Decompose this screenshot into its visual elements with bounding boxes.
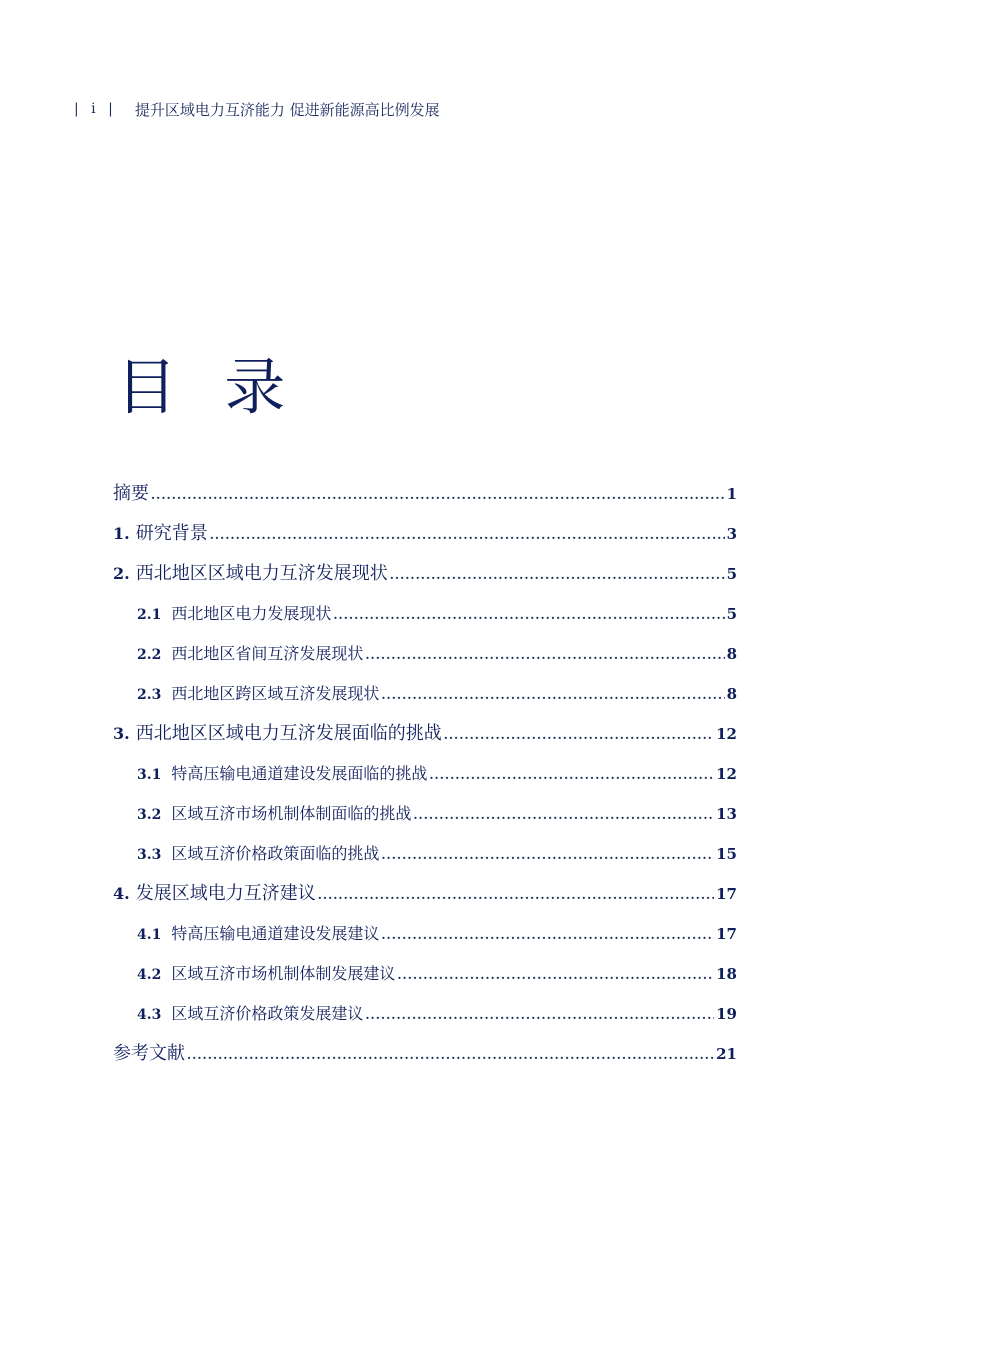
toc-entry-2-1[interactable] bbox=[113, 594, 737, 634]
toc-entry-title: 西北地区跨区域互济发展现状 bbox=[171, 684, 380, 703]
toc-entry-2-3[interactable] bbox=[113, 674, 737, 714]
toc-dot-leader bbox=[210, 515, 725, 555]
toc-dot-leader bbox=[413, 795, 714, 835]
toc-title: 目 录 bbox=[116, 352, 300, 423]
toc-dot-leader bbox=[333, 595, 724, 635]
toc-entry-title: 参考文献 bbox=[113, 1043, 185, 1064]
toc-dot-leader bbox=[151, 475, 725, 515]
toc-page-number: 17 bbox=[716, 925, 737, 943]
toc-entry-title: 研究背景 bbox=[135, 523, 208, 544]
toc-section-number: 2.1 bbox=[137, 607, 162, 623]
toc-section-number: 3. bbox=[113, 724, 130, 743]
toc-entry-2[interactable] bbox=[113, 554, 737, 594]
toc-dot-leader bbox=[429, 755, 714, 795]
toc-page-number: 5 bbox=[726, 565, 737, 583]
toc-entry-title: 区域互济价格政策发展建议 bbox=[171, 1004, 364, 1023]
toc-entry-1[interactable] bbox=[113, 514, 737, 554]
toc-section-number: 1. bbox=[113, 524, 130, 543]
toc-entry-title: 发展区域电力互济建议 bbox=[135, 883, 316, 904]
toc-dot-leader bbox=[397, 955, 714, 995]
toc-entry-3-2[interactable] bbox=[113, 794, 737, 834]
toc-page-number: 12 bbox=[716, 725, 737, 743]
toc-section-number: 3.3 bbox=[137, 847, 162, 863]
toc-section-number: 2. bbox=[113, 564, 130, 583]
toc-section-number: 2.2 bbox=[137, 647, 162, 663]
toc-page-number: 13 bbox=[716, 805, 737, 823]
toc-section-number: 4.3 bbox=[137, 1007, 162, 1023]
toc-dot-leader bbox=[390, 555, 725, 595]
toc-page-number: 1 bbox=[726, 485, 737, 503]
toc-entry-4-1[interactable] bbox=[113, 914, 737, 954]
toc-section-number: 4.2 bbox=[137, 967, 162, 983]
toc-page-number: 8 bbox=[726, 685, 737, 703]
toc-entry-title: 摘要 bbox=[113, 483, 149, 504]
toc-page-number: 8 bbox=[726, 645, 737, 663]
toc-page-number: 12 bbox=[716, 765, 737, 783]
toc-dot-leader bbox=[365, 995, 714, 1035]
toc-dot-leader bbox=[381, 675, 724, 715]
toc-page-number: 18 bbox=[716, 965, 737, 983]
toc-page-number: 19 bbox=[716, 1005, 737, 1023]
toc-section-number: 2.3 bbox=[137, 687, 162, 703]
toc-entry-references[interactable] bbox=[113, 1034, 737, 1074]
toc-entry-title: 区域互济市场机制体制发展建议 bbox=[171, 964, 396, 983]
toc-dot-leader bbox=[381, 835, 714, 875]
toc-entry-title: 特高压输电通道建设发展面临的挑战 bbox=[171, 764, 428, 783]
table-of-contents bbox=[113, 474, 737, 1074]
toc-entry-title: 特高压输电通道建设发展建议 bbox=[171, 924, 380, 943]
toc-entry-title: 区域互济市场机制体制面临的挑战 bbox=[171, 804, 412, 823]
toc-entry-3-1[interactable] bbox=[113, 754, 737, 794]
toc-section-number: 4.1 bbox=[137, 927, 162, 943]
toc-page-number: 17 bbox=[716, 885, 737, 903]
toc-section-number: 3.1 bbox=[137, 767, 162, 783]
toc-dot-leader bbox=[318, 875, 714, 915]
toc-entry-title: 区域互济价格政策面临的挑战 bbox=[171, 844, 380, 863]
toc-page-number: 21 bbox=[716, 1045, 737, 1063]
toc-dot-leader bbox=[187, 1035, 714, 1075]
toc-page-number: 3 bbox=[726, 525, 737, 543]
toc-page-number: 15 bbox=[716, 845, 737, 863]
toc-entry-4-2[interactable] bbox=[113, 954, 737, 994]
toc-entry-2-2[interactable] bbox=[113, 634, 737, 674]
toc-page-number: 5 bbox=[726, 605, 737, 623]
toc-entry-title: 西北地区区域电力互济发展面临的挑战 bbox=[135, 723, 442, 744]
toc-entry-3-3[interactable] bbox=[113, 834, 737, 874]
toc-entry-abstract[interactable] bbox=[113, 474, 737, 514]
toc-dot-leader bbox=[444, 715, 714, 755]
running-header bbox=[74, 99, 440, 119]
toc-entry-4[interactable] bbox=[113, 874, 737, 914]
toc-section-number: 4. bbox=[113, 884, 130, 903]
toc-entry-4-3[interactable] bbox=[113, 994, 737, 1034]
page-number-mark: | i | bbox=[74, 101, 117, 117]
toc-entry-3[interactable] bbox=[113, 714, 737, 754]
toc-dot-leader bbox=[381, 915, 714, 955]
toc-entry-title: 西北地区区域电力互济发展现状 bbox=[135, 563, 388, 584]
toc-section-number: 3.2 bbox=[137, 807, 162, 823]
toc-dot-leader bbox=[365, 635, 724, 675]
toc-entry-title: 西北地区省间互济发展现状 bbox=[171, 644, 364, 663]
report-title: 提升区域电力互济能力 促进新能源高比例发展 bbox=[134, 100, 440, 119]
toc-entry-title: 西北地区电力发展现状 bbox=[171, 604, 332, 623]
